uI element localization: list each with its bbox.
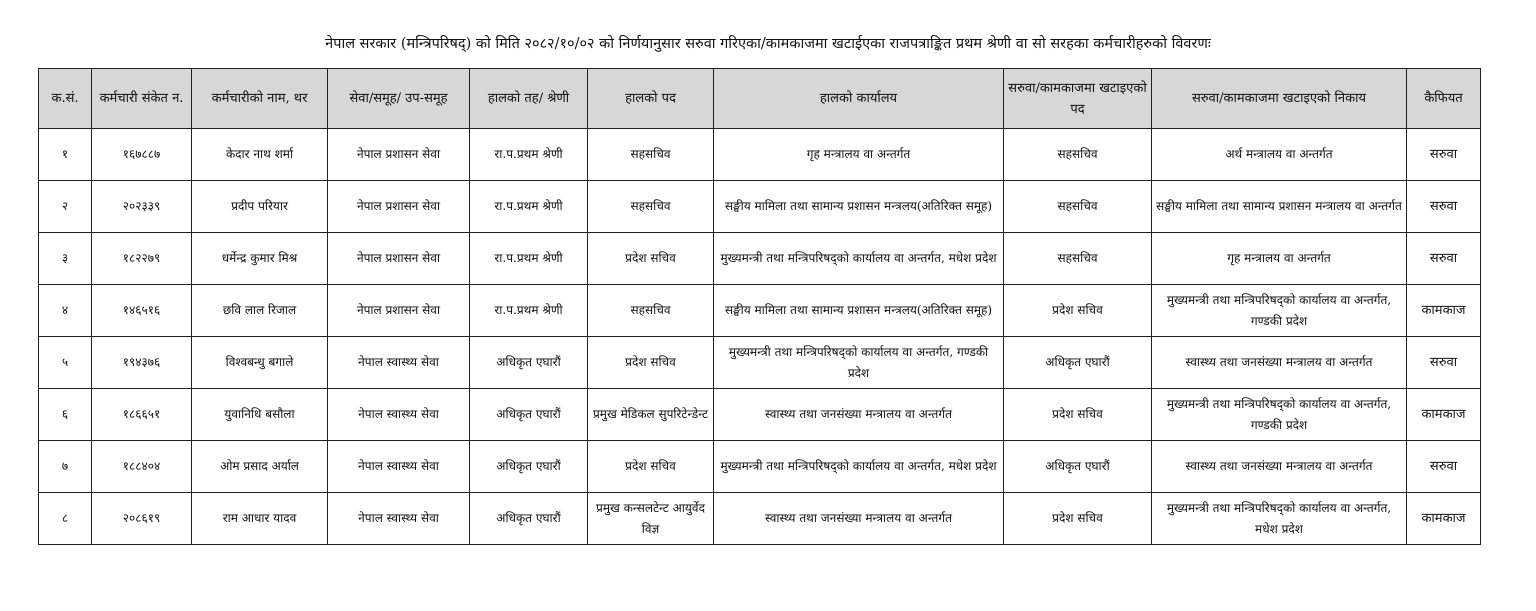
cell-current-office: मुख्यमन्त्री तथा मन्त्रिपरिषद्को कार्यालय वा अन्तर्गत, गण्डकी प्रदेश bbox=[714, 337, 1004, 389]
cell-service-group: नेपाल प्रशासन सेवा bbox=[328, 129, 470, 181]
cell-current-post: सहसचिव bbox=[588, 129, 714, 181]
cell-assigned-post: प्रदेश सचिव bbox=[1004, 389, 1152, 441]
cell-remarks: कामकाज bbox=[1407, 493, 1481, 545]
cell-serial-number: ७ bbox=[39, 441, 92, 493]
cell-remarks: सरुवा bbox=[1407, 181, 1481, 233]
header-employee-code: कर्मचारी संकेत न. bbox=[92, 69, 192, 129]
cell-current-level: रा.प.प्रथम श्रेणी bbox=[470, 129, 588, 181]
cell-employee-code: १८८४०४ bbox=[92, 441, 192, 493]
cell-employee-name: युवानिधि बसौला bbox=[192, 389, 328, 441]
table-row bbox=[39, 285, 1481, 337]
cell-current-level: अधिकृत एघारौं bbox=[470, 493, 588, 545]
table-row bbox=[39, 129, 1481, 181]
cell-current-level: अधिकृत एघारौं bbox=[470, 337, 588, 389]
cell-service-group: नेपाल प्रशासन सेवा bbox=[328, 181, 470, 233]
cell-employee-code: १८६६५१ bbox=[92, 389, 192, 441]
cell-remarks: कामकाज bbox=[1407, 389, 1481, 441]
transfer-table bbox=[38, 68, 1481, 545]
cell-assigned-body: सङ्घीय मामिला तथा सामान्य प्रशासन मन्त्रालय वा अन्तर्गत bbox=[1152, 181, 1407, 233]
cell-employee-name: प्रदीप परियार bbox=[192, 181, 328, 233]
cell-assigned-body: मुख्यमन्त्री तथा मन्त्रिपरिषद्को कार्यालय वा अन्तर्गत, गण्डकी प्रदेश bbox=[1152, 285, 1407, 337]
header-employee-name: कर्मचारीको नाम, थर bbox=[192, 69, 328, 129]
cell-service-group: नेपाल प्रशासन सेवा bbox=[328, 233, 470, 285]
cell-remarks: सरुवा bbox=[1407, 129, 1481, 181]
cell-employee-name: विश्वबन्धु बगाले bbox=[192, 337, 328, 389]
cell-current-office: सङ्घीय मामिला तथा सामान्य प्रशासन मन्त्रलय(अतिरिक्त समूह) bbox=[714, 181, 1004, 233]
cell-current-level: अधिकृत एघारौं bbox=[470, 441, 588, 493]
cell-serial-number: ३ bbox=[39, 233, 92, 285]
header-current-post: हालको पद bbox=[588, 69, 714, 129]
cell-assigned-body: मुख्यमन्त्री तथा मन्त्रिपरिषद्को कार्यालय वा अन्तर्गत, मधेश प्रदेश bbox=[1152, 493, 1407, 545]
cell-assigned-post: सहसचिव bbox=[1004, 181, 1152, 233]
cell-current-post: प्रमुख मेडिकल सुपरिटेन्डेन्ट bbox=[588, 389, 714, 441]
cell-current-office: सङ्घीय मामिला तथा सामान्य प्रशासन मन्त्रलय(अतिरिक्त समूह) bbox=[714, 285, 1004, 337]
cell-employee-code: १८२२७९ bbox=[92, 233, 192, 285]
cell-service-group: नेपाल स्वास्थ्य सेवा bbox=[328, 493, 470, 545]
cell-assigned-body: स्वास्थ्य तथा जनसंख्या मन्त्रालय वा अन्तर्गत bbox=[1152, 441, 1407, 493]
table-row bbox=[39, 181, 1481, 233]
cell-current-office: गृह मन्त्रालय वा अन्तर्गत bbox=[714, 129, 1004, 181]
cell-current-post: प्रदेश सचिव bbox=[588, 233, 714, 285]
cell-employee-name: राम आधार यादव bbox=[192, 493, 328, 545]
cell-assigned-post: प्रदेश सचिव bbox=[1004, 493, 1152, 545]
header-service-group: सेवा/समूह/ उप-समूह bbox=[328, 69, 470, 129]
cell-current-office: स्वास्थ्य तथा जनसंख्या मन्त्रालय वा अन्तर्गत bbox=[714, 493, 1004, 545]
cell-current-post: प्रमुख कन्सलटेन्ट आयुर्वेद विज्ञ bbox=[588, 493, 714, 545]
cell-assigned-post: अधिकृत एघारौं bbox=[1004, 441, 1152, 493]
cell-current-office: मुख्यमन्त्री तथा मन्त्रिपरिषद्को कार्यालय वा अन्तर्गत, मधेश प्रदेश bbox=[714, 233, 1004, 285]
cell-employee-code: १९४३७६ bbox=[92, 337, 192, 389]
cell-service-group: नेपाल स्वास्थ्य सेवा bbox=[328, 389, 470, 441]
cell-current-post: प्रदेश सचिव bbox=[588, 337, 714, 389]
cell-current-post: प्रदेश सचिव bbox=[588, 441, 714, 493]
cell-assigned-body: अर्थ मन्त्रालय वा अन्तर्गत bbox=[1152, 129, 1407, 181]
cell-serial-number: १ bbox=[39, 129, 92, 181]
header-serial-number: क.सं. bbox=[39, 69, 92, 129]
header-current-level: हालको तह/ श्रेणी bbox=[470, 69, 588, 129]
header-assigned-post: सरुवा/कामकाजमा खटाइएको पद bbox=[1004, 69, 1152, 129]
cell-current-level: अधिकृत एघारौं bbox=[470, 389, 588, 441]
table-header bbox=[39, 69, 1481, 129]
cell-assigned-post: अधिकृत एघारौं bbox=[1004, 337, 1152, 389]
cell-service-group: नेपाल स्वास्थ्य सेवा bbox=[328, 441, 470, 493]
cell-employee-name: धर्मेन्द्र कुमार मिश्र bbox=[192, 233, 328, 285]
cell-current-level: रा.प.प्रथम श्रेणी bbox=[470, 181, 588, 233]
cell-assigned-post: प्रदेश सचिव bbox=[1004, 285, 1152, 337]
cell-employee-code: १६७८८७ bbox=[92, 129, 192, 181]
cell-serial-number: ६ bbox=[39, 389, 92, 441]
cell-assigned-body: मुख्यमन्त्री तथा मन्त्रिपरिषद्को कार्यालय वा अन्तर्गत, गण्डकी प्रदेश bbox=[1152, 389, 1407, 441]
cell-remarks: सरुवा bbox=[1407, 337, 1481, 389]
header-row bbox=[39, 69, 1481, 129]
table-row bbox=[39, 233, 1481, 285]
header-remarks: कैफियत bbox=[1407, 69, 1481, 129]
header-current-office: हालको कार्यालय bbox=[714, 69, 1004, 129]
table-row bbox=[39, 389, 1481, 441]
cell-assigned-body: स्वास्थ्य तथा जनसंख्या मन्त्रालय वा अन्तर्गत bbox=[1152, 337, 1407, 389]
table-body bbox=[39, 129, 1481, 545]
cell-current-level: रा.प.प्रथम श्रेणी bbox=[470, 233, 588, 285]
cell-assigned-body: गृह मन्त्रालय वा अन्तर्गत bbox=[1152, 233, 1407, 285]
cell-serial-number: ५ bbox=[39, 337, 92, 389]
cell-assigned-post: सहसचिव bbox=[1004, 233, 1152, 285]
cell-current-post: सहसचिव bbox=[588, 285, 714, 337]
cell-current-level: रा.प.प्रथम श्रेणी bbox=[470, 285, 588, 337]
table-row bbox=[39, 441, 1481, 493]
cell-remarks: कामकाज bbox=[1407, 285, 1481, 337]
cell-employee-name: छवि लाल रिजाल bbox=[192, 285, 328, 337]
cell-assigned-post: सहसचिव bbox=[1004, 129, 1152, 181]
cell-employee-code: २०८६१९ bbox=[92, 493, 192, 545]
cell-remarks: सरुवा bbox=[1407, 441, 1481, 493]
cell-remarks: सरुवा bbox=[1407, 233, 1481, 285]
cell-serial-number: २ bbox=[39, 181, 92, 233]
cell-service-group: नेपाल स्वास्थ्य सेवा bbox=[328, 337, 470, 389]
cell-serial-number: ८ bbox=[39, 493, 92, 545]
document-title: नेपाल सरकार (मन्त्रिपरिषद्) को मिति २०८२/१०/०२ को निर्णयानुसार सरुवा गरिएका/कामकाजमा खटाईएका राजपत्राङ्कित प्रथम श्रेणी वा सो सरहका कर्मचारीहरुको विवरणः bbox=[325, 36, 1211, 52]
cell-service-group: नेपाल प्रशासन सेवा bbox=[328, 285, 470, 337]
header-assigned-body: सरुवा/कामकाजमा खटाइएको निकाय bbox=[1152, 69, 1407, 129]
cell-current-office: स्वास्थ्य तथा जनसंख्या मन्त्रालय वा अन्तर्गत bbox=[714, 389, 1004, 441]
cell-current-post: सहसचिव bbox=[588, 181, 714, 233]
table-row bbox=[39, 337, 1481, 389]
cell-current-office: मुख्यमन्त्री तथा मन्त्रिपरिषद्को कार्यालय वा अन्तर्गत, मधेश प्रदेश bbox=[714, 441, 1004, 493]
cell-employee-name: ओम प्रसाद अर्याल bbox=[192, 441, 328, 493]
cell-employee-name: केदार नाथ शर्मा bbox=[192, 129, 328, 181]
cell-serial-number: ४ bbox=[39, 285, 92, 337]
table-row bbox=[39, 493, 1481, 545]
cell-employee-code: २०२३३९ bbox=[92, 181, 192, 233]
cell-employee-code: १४६५१६ bbox=[92, 285, 192, 337]
